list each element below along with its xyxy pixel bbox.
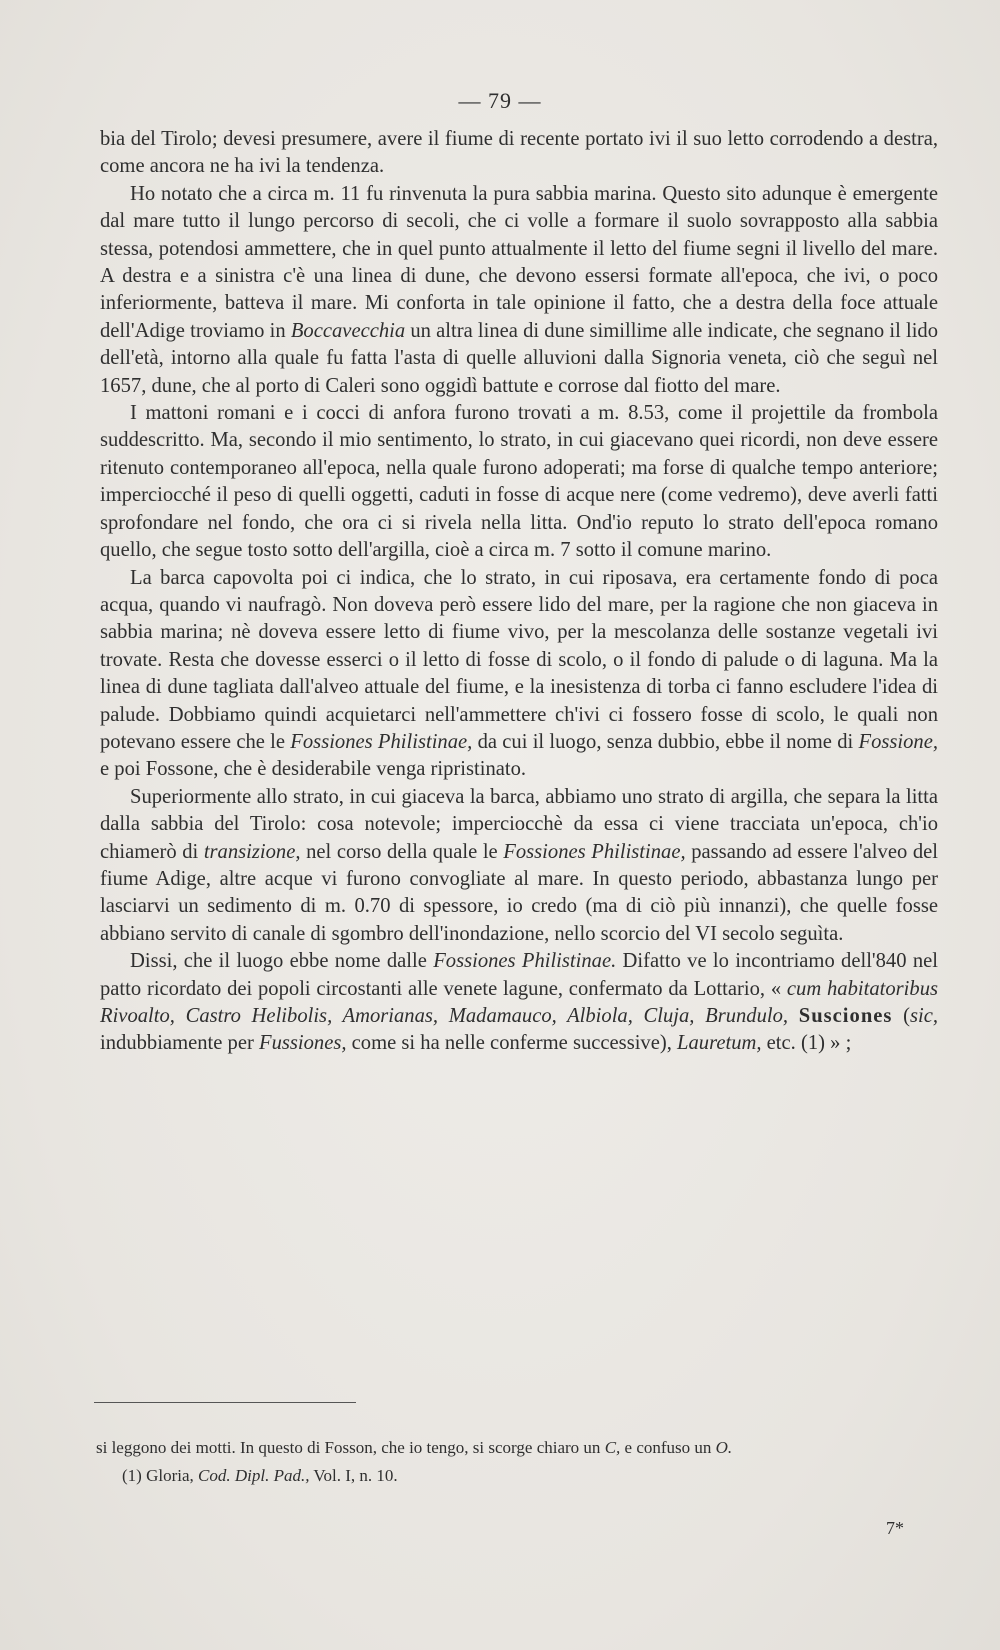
text-run: bia del Tirolo; devesi presumere, avere il fiume di recente portato ivi il suo letto corrodendo a destra, come ancora ne ha ivi la tendenza. bbox=[100, 128, 938, 178]
text-run: Dissi, che il luogo ebbe nome dalle bbox=[130, 950, 434, 973]
text-run: come si ha nelle conferme successive), bbox=[346, 1032, 678, 1055]
text-run: I mattoni romani e i cocci di anfora furono trovati a m. 8.53, come il projettile da frombola suddescritto. Ma, secondo il mio sentimento, lo strato, in cui giacevano quei ricordi, non deve essere ritenuto contemporaneo all'epoca, nella quale furono adoperati; ma forse di qualche tempo anteriore; imperciocché il peso di quelli oggetti, caduti in fosse di acque nere (come vedremo), deve averli fatti sprofondare nel fondo, che ora ci si rivela nella litta. Ond'io reputo lo strato dell'epoca romano quello, che segue tosto sotto dell'argilla, cioè a circa m. 7 sotto il comune marino. bbox=[100, 402, 938, 562]
text-run: La barca capovolta poi ci indica, che lo strato, in cui riposava, era certamente fondo di poca acqua, quando vi naufragò. Non doveva però essere lido del mare, per la ragione che non giaceva in sabbia marina; nè doveva essere letto di fiume vivo, per la mescolanza delle sostanze vegetali ivi trovate. Resta che dovesse esserci o il letto di fosse di scolo, o il fondo di palude o di laguna. Ma la linea di dune tagliata dall'alveo attuale del fiume, e la inesistenza di torba ci fanno escludere l'idea di palude. Dobbiamo quindi acquietarci nell'ammettere ch'ivi ci fossero fosse di scolo, le quali non potevano essere che le bbox=[100, 566, 938, 753]
text-run: si leggono dei motti. In questo di Fosson, che io tengo, si scorge chiaro un bbox=[96, 1438, 605, 1457]
text-run: Difatto ve lo incontriamo dell'840 nel patto ricordato dei popoli circostanti alle venete lagune, confermato da Lottario, « bbox=[100, 950, 938, 1000]
text-run: nel corso della quale le bbox=[300, 840, 504, 863]
italic-text: Cod. Dipl. Pad., bbox=[198, 1466, 310, 1485]
paragraph bbox=[100, 565, 938, 784]
text-run: (1) Gloria, bbox=[122, 1466, 199, 1485]
signature-mark: 7* bbox=[886, 1518, 904, 1538]
paragraph bbox=[100, 948, 938, 1058]
paragraph bbox=[100, 784, 938, 948]
italic-text: Lauretum, bbox=[677, 1032, 762, 1055]
footnote bbox=[96, 1466, 942, 1486]
text-run: un altra linea di dune simillime alle indicate, che segnano il lido dell'età, intorno alla quale fu fatta l'asta di quelle alluvioni dalla Signoria veneta, ciò che seguì nel 1657, dune, che al porto di Caleri sono oggidì battute e corrose dal fiotto del mare. bbox=[100, 319, 939, 397]
text-run: Vol. I, n. 10. bbox=[309, 1466, 398, 1485]
italic-text: Fossiones Philistinae, bbox=[290, 730, 473, 753]
text-run: Ho notato che a circa m. 11 fu rinvenuta la pura sabbia marina. Questo sito adunque è emergente dal mare tutto il lungo percorso di secoli, che ci volle a formare il suolo sovrapposto alla sabbia stessa, potendosi ammettere, che in quel punto attualmente il letto del fiume segni il livello del mare. A destra e a sinistra c'è una linea di dune, che devono essersi formate all'epoca, che ivi, o poco inferiormente, batteva il mare. Mi conforta in tale opinione il fatto, che a destra della foce attuale dell'Adige troviamo in bbox=[100, 182, 938, 342]
body-text bbox=[100, 126, 938, 1058]
italic-text: Fussiones, bbox=[258, 1032, 347, 1055]
paragraph bbox=[100, 126, 938, 181]
text-run: Susciones bbox=[798, 1005, 893, 1027]
text-run: ( bbox=[892, 1005, 910, 1027]
italic-text: Fossiones Philistinae, bbox=[503, 840, 686, 863]
footnote bbox=[96, 1438, 942, 1458]
italic-text: Fossione, bbox=[858, 730, 939, 753]
text-run: indubbiamente per bbox=[100, 1032, 259, 1055]
text-run: etc. (1) » ; bbox=[761, 1032, 852, 1055]
text-run: da cui il luogo, senza dubbio, ebbe il nome di bbox=[472, 730, 859, 753]
text-run: e poi Fossone, che è desiderabile venga ripristinato. bbox=[100, 758, 527, 781]
footnotes bbox=[96, 1438, 942, 1494]
italic-text: Boccavecchia bbox=[290, 319, 406, 342]
italic-text: C, bbox=[604, 1438, 621, 1457]
page-number: — 79 — bbox=[458, 88, 542, 113]
italic-text: O. bbox=[715, 1438, 733, 1457]
paragraph bbox=[100, 181, 938, 400]
italic-text: transizione, bbox=[203, 840, 301, 863]
text-run: Superiormente allo strato, in cui giaceva la barca, abbiamo uno strato di argilla, che separa la litta dalla sabbia del Tirolo: cosa notevole; imperciocchè da essa ci viene tracciata un'epoca, ch'io chiamerò di bbox=[100, 785, 938, 863]
text-run bbox=[788, 1005, 799, 1027]
text-run: e confuso un bbox=[620, 1438, 716, 1457]
italic-text: sic, bbox=[909, 1005, 938, 1027]
text-run: passando ad essere l'alveo del fiume Adige, altre acque vi furono convogliate al mare. In questo periodo, abbastanza lungo per lasciarvi un sedimento di m. 0.70 di spessore, io credo (ma di ciò più innanzi), che quelle fosse abbiano servito di canale di sgombro dell'inondazione, nello scorcio del VI secolo seguìta. bbox=[100, 840, 939, 945]
footnote-separator bbox=[94, 1402, 356, 1403]
italic-text: Fossiones Philistinae. bbox=[433, 950, 617, 973]
italic-text: cum habitatoribus Rivoalto, Castro Helibolis, Amorianas, Madamauco, Albiola, Cluja, Brundulo, bbox=[100, 977, 939, 1027]
paragraph bbox=[100, 400, 938, 564]
